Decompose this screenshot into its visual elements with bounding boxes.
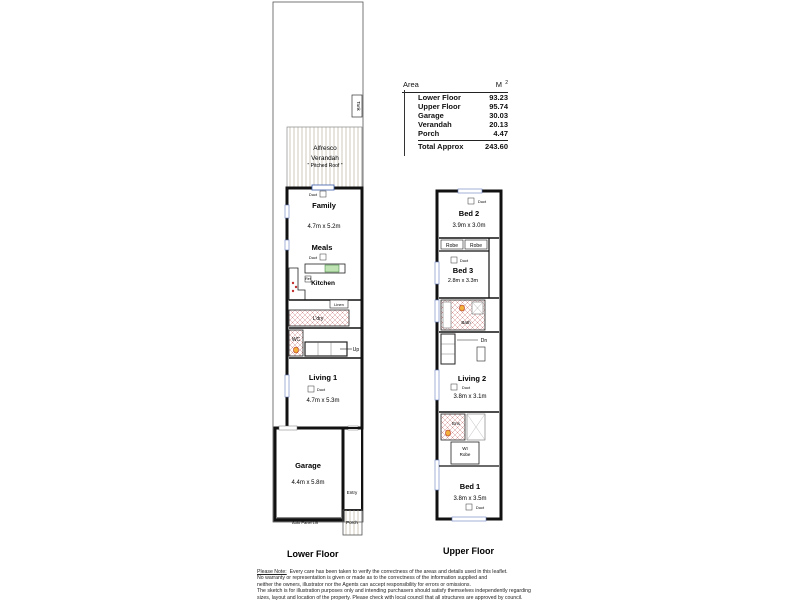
upper-floor-title: Upper Floor	[443, 546, 494, 556]
entry-area	[343, 428, 362, 510]
wc-label: WC	[291, 337, 301, 343]
robe-label-1: Robe	[446, 243, 458, 249]
bed3-label: Bed 3	[452, 266, 474, 275]
area-row: Porch 4.47	[418, 129, 508, 138]
kitchen-label: Kitchen	[311, 280, 335, 287]
meals-label: Meals	[311, 243, 333, 252]
dn-label: Dn	[480, 338, 488, 344]
laundry-label: L'dry	[312, 316, 324, 322]
living1-label: Living 1	[308, 373, 338, 382]
ens-label: Ens	[452, 421, 460, 426]
area-header-label: Area	[403, 80, 419, 89]
garage-walls	[275, 428, 343, 520]
bed3-dims: 2.8m x 3.3m	[447, 278, 479, 284]
disclaimer-line: sizes, layout and location of the property. Please check with local council that all structures are approved by council.	[257, 594, 523, 601]
lower-floor-title: Lower Floor	[287, 549, 339, 559]
disclaimer-line: The sketch is for illustration purposes only and intending purchasers should satisfy themselves independently regarding	[257, 588, 531, 595]
bed2-label: Bed 2	[458, 209, 480, 218]
disclaimer-line: No warranty or representation is given or made as to the correctness of the information supplied and	[257, 575, 488, 582]
lower-duct-label-living: Duct	[316, 387, 326, 392]
auto-panel-lift-label: Auto Panel Lift	[291, 520, 319, 525]
alfresco-label: Alfresco	[313, 145, 337, 152]
area-total-row: Total Approx 243.60	[418, 142, 508, 151]
wi-robe-label: Robe	[459, 452, 471, 457]
ref-label: Ref	[305, 277, 311, 281]
pitched-roof-label: " Pitched Roof "	[307, 163, 343, 169]
living1-dims: 4.7m x 5.3m	[306, 398, 340, 404]
upper-duct-label-living2: Duct	[461, 385, 471, 390]
family-label: Family	[312, 201, 336, 210]
area-row: Garage 30.03	[418, 111, 508, 120]
upper-duct-label-bed1: Duct	[475, 505, 485, 510]
robe-label-2: Robe	[470, 243, 482, 249]
disclaimer-line: neither the owners, illustrator nor the Agents can accept responsibility for errors or omissions.	[257, 581, 471, 588]
upper-duct-label-bed3: Duct	[459, 258, 469, 263]
disclaimer-note	[257, 569, 597, 601]
disclaimer-label: Please Note:	[257, 569, 287, 575]
bed1-label: Bed 1	[459, 482, 481, 491]
bed1-dims: 3.8m x 3.5m	[453, 496, 487, 502]
tank-label: Tank	[356, 101, 361, 111]
area-table-header	[400, 80, 508, 90]
living2-label: Living 2	[457, 374, 487, 383]
lower-duct-label-top: Duct	[308, 192, 318, 197]
living2-dims: 3.8m x 3.1m	[453, 394, 487, 400]
bath-label: Bath	[461, 320, 471, 325]
family-dims: 4.7m x 5.2m	[307, 224, 341, 230]
disclaimer-line: Every care has been taken to verify the correctness of the areas and details used in this leaflet.	[289, 569, 508, 575]
linen-label: Linen	[334, 302, 344, 307]
porch-label: Porch	[346, 520, 358, 525]
area-table	[400, 80, 508, 152]
garage-label: Garage	[295, 461, 321, 470]
entry-label: Entry	[346, 490, 358, 495]
ensuite-room	[441, 414, 465, 440]
up-label: Up	[352, 347, 360, 353]
garage-dims: 4.4m x 5.8m	[291, 480, 325, 486]
upper-stairs	[441, 334, 455, 364]
lower-duct-label-meals: Duct	[308, 255, 318, 260]
bed2-dims: 3.9m x 3.0m	[452, 223, 486, 229]
upper-duct-label-bed2: Duct	[477, 199, 487, 204]
area-row: Lower Floor 93.23	[418, 93, 508, 102]
verandah-label: Verandah	[311, 155, 339, 162]
area-row: Upper Floor 95.74	[418, 102, 508, 111]
wi-label: WI	[462, 446, 468, 451]
area-row: Verandah 20.13	[418, 120, 508, 129]
area-header-unit: M 2	[495, 80, 508, 89]
